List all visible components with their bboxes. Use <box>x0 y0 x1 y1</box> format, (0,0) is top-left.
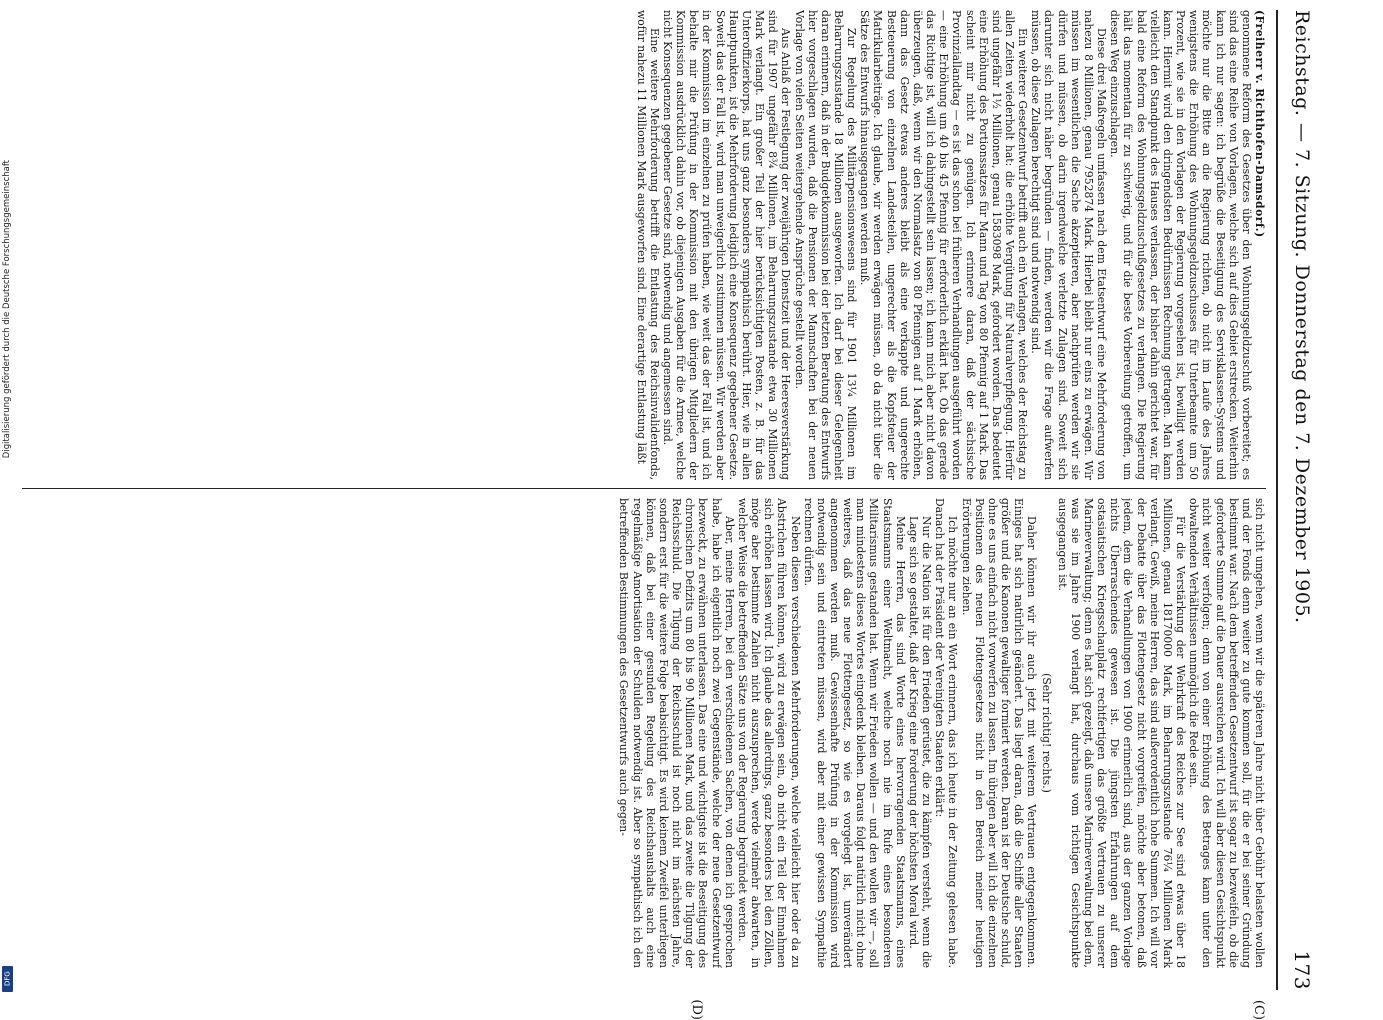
page-number: 173 <box>1290 950 1314 990</box>
paragraph: Ich möchte nur an ein Wort erinnern, das ich heute in der Zeitung gelesen habe. Danach hat der Präsident der Vereinigten Staaten erklärt: <box>933 498 960 968</box>
column-divider <box>22 488 1266 489</box>
paragraph <box>1253 10 1266 480</box>
paragraph: sich nicht umgehen, wenn wir die späteren Jahre nicht über Gebühr belasten wollen und der Fonds denn weiter zu gute kommen soll, für die er bei seiner Gründung bestimmt war. Nach dem betreffenden Gesetzentwurf ist sogar zu bezweifeln, ob die geforderte Summe auf die Dauer ausreichen wird. Ich will aber diesen Gesichtspunkt nicht weiter verfolgen; denn von einer Erhöhung des Betrages kann unter den obwaltenden Verhältnissen unmöglich die Rede sein. <box>1187 498 1266 968</box>
paragraph: Zur Regelung des Militärpensionswesens sind für 1901 13¼ Millionen im Beharrungszustande 18 Millionen ausgeworfen. Ich darf bei dieser Gelegenheit daran erinnern, daß in der Budgetkommission bei der letzten Beratung des Entwurfs hier vorgeschlagen wurden, daß die Pensionen der Mannschaften bei der neuen Vorlage von vielen Seiten weitergehende Ansprüche gestellt worden. <box>792 10 859 480</box>
scanned-page <box>10 0 1330 1020</box>
paragraph: Aber, meine Herren, bei den verschiedenen Sachen, von denen ich gesprochen habe, habe ich eigentlich noch zwei Gegenstände, welche der neue Gesetzentwurf bezweckt, zu erwähnen unterlassen. Das eine und wichtigste ist die Beseitigung des chronischen Defizits um 80 bis 90 Millionen Mark, und das zweite die Tilgung der Reichsschuld. Die Tilgung der Reichsschuld ist noch nicht im nächsten Jahre, sondern erst für die weitere Folge beabsichtigt. Es wird keinem Zweifel unterliegen können, daß bei einer gesunden Regelung des Reichshaushalts auch eine regelmäßige Amortisation der Schulden notwendig ist. Aber so sympathisch ich den betreffenden Bestimmungen des Gesetzentwurfs auch gegen- <box>617 498 736 968</box>
digitization-credit: Digitalisierung gefördert durch die Deutsche Forschungsgemeinschaft <box>2 160 12 459</box>
header-rule <box>1276 10 1278 990</box>
paragraph: Aus Anlaß der Festlegung der zweijährigen Dienstzeit und der Heeresverstärkung sind für 1907 ungefähr 8¾ Millionen, im Beharrungszustande etwa 30 Millionen Mark verlangt. Ein großer Teil der hier berücksichtigten Posten, z. B. für das Unteroffizierkorps, hat uns ganz besonders sympathisch berührt. Hier, wie in allen Hauptpunkten, ist die Mehrforderung lediglich eine Konsequenz gegebener Gesetze. Soweit das der Fall ist, wird man unweigerlich zustimmen müssen. Wir werden aber in der Kommission im einzelnen zu prüfen haben, wie weit das der Fall ist, und ich behalte mir die Prüfung in der Kommission mit den übrigen Mitgliedern der Kommission ausdrücklich dahin vor, ob diejenigen Ausgaben für die Armee, welche nicht Konsequenzen gegebener Gesetze sind, notwendig und angemessen sind. <box>660 10 793 480</box>
paragraph: genommene Reform des Gesetzes über den Wohnungsgeldzuschuß vorbereitet; es sind das eine Reihe von Vorlagen, welche sich auf dies Gebiet erstrecken. Weiterhin kann ich nur sagen: ich begrüße die Beseitigung des Servisklassen-Systems und möchte nur die Bitte an die Regierung richten, ob nicht im Laufe des Jahres wenigstens die Erhöhung des Wohnungsgeldzuschusses für Unterbeamte um 50 Prozent, wie sie in den Vorlagen der Regierung vorgesehen ist, bewilligt werden kann. Hiermit wird den dringendsten Bedürfnissen Rechnung getragen. Man kann vielleicht den Standpunkt des Hauses verlassen, der bisher dahin gerichtet war, für bald eine Reform des Wohnungsgeldzuschußgesetzes zu verlangen. Die Regierung hält das momentan für zu schwierig, und für die beste Vorbereitung getroffen, um diesen Weg einzuschlagen. <box>1108 10 1253 480</box>
page-title: Reichstag. — 7. Sitzung. Donnerstag den 7. Dezember 1905. <box>1291 10 1313 624</box>
margin-marker-c: (C) <box>1251 999 1266 1020</box>
right-column <box>18 498 1266 968</box>
paragraph: Diese drei Maßregeln umfassen nach dem Etatsentwurf eine Mehrforderung von nahezu 8 Millionen, genau 7952874 Mark. Hierbei bleibt nur eins zu erwägen. Wir müssen im wesentlichen die Sache akzeptieren, aber nachprüfen werden wir sie dürfen und müssen, ob darin irgendwelche verletzte Zulagen sind. Soweit sich darunter sich nicht näher begründen — finden, werden wir die Frage aufwerfen müssen, ob diese Zulagen berechtigt sind und notwendig sind. <box>1029 10 1109 480</box>
paragraph: Meine Herren, das sind Worte eines hervorragenden Staatsmanns, eines Staatsmanns einer Weltmacht, welche noch nie im Rufe eines besonderen Militarismus gestanden hat. Wenn wir Frieden wollen — und den wollen wir —, soll man mindestens dieses Wortes eingedenk bleiben. Daraus folgt natürlich nicht ohne weiteres, daß das neue Flottengesetz, so wie es vorgelegt ist, unverändert angenommen werden muß. Gewissenhafte Prüfung in der Kommission wird notwendig sein und eintreten müssen, wird aber mit einer gewissen Sympathie rechnen dürfen. <box>801 498 907 968</box>
page-header <box>1282 10 1322 990</box>
paragraph: Neben diesen verschiedenen Mehrforderungen, welche vielleicht hier oder da zu Abstrichen führen können, wird zu erwägen sein, ob nicht ein Teil der Einnahmen sich erhöhen lassen wird. Ich glaube das allerdings, ganz besonders bei den Zöllen, möge aber bestimmte Zahlen nicht auszusprechen, werde vielmehr abwarten, in welcher Weise die betreffenden Sätze uns von der Regierung begründet werden. <box>735 498 802 968</box>
quotation: Nur die Nation ist für den Frieden gerüstet, die zu kämpfen versteht, wenn die Lage sich so gestaltet, daß der Krieg eine Forderung der höchsten Moral wird. <box>906 516 934 968</box>
paragraph: Für die Verstärkung der Wehrkraft des Reiches zur See sind etwas über 18 Millionen, genau 18170000 Mark, im Beharrungszustande 76¼ Millionen Mark verlangt. Gewiß, meine Herren, das sind außerordentlich hohe Summen. Ich will vor der Debatte über das Flottengesetz nicht vorgreifen, möchte aber betonen, daß jedem, dem die Verhandlungen von 1900 erinnerlich sind, aus der ganzen Vorlage nichts Überraschendes gewesen ist. Die jüngsten Erfahrungen auf dem ostasiatischen Kriegsschauplatz rechtfertigen das größte Vertrauen zu unserer Marineverwaltung; denn es hat sich gezeigt, daß unsere Marineverwaltung bei dem, was sie im Jahre 1900 verlangt hat, durchaus vom richtigen Gesichtspunkte ausgegangen ist. <box>1055 498 1188 968</box>
speaker-name: (Freiherr v. Richthofen-Damsdorf.) <box>1253 10 1266 238</box>
applause-note: (Sehr richtig! rechts.) <box>1040 673 1054 793</box>
left-column <box>18 10 1266 480</box>
paragraph: Ein weiterer Gesetzentwurf betrifft auch ein Verlangen, welches der Reichstag zu allen Zeiten wiederholt hat: die erhöhte Vergütung für Naturalverpflegung. Hierfür sind ungefähr 1½ Millionen, genau 1583098 Mark, gefordert worden. Das bedeutet eine Erhöhung des Portionssatzes für Mann und Tag von 80 Pfennig auf 1 Mark. Das scheint mir nicht zu genügen. Ich erinnere daran, daß der sächsische Provinziallandtag — es ist das schon bei früheren Verhandlungen ausgeführt worden — eine Erhöhung um 40 bis 45 Pfennig für erforderlich erklärt hat. Ob das gerade das Richtige ist, will ich dahingestellt sein lassen; ich kann mich aber nicht davon überzeugen, daß, wenn wir den Normalsatz von 80 Pfennigen auf 1 Mark erhöhen, dann das Gesetz etwas anderes bleibt als eine verkappte und ungerechte Besteuerung von einzelnen Landesteilen, ungerechter als die Kopfsteuer der Matrikularbeiträge. Ich glaube, wir werden erwägen müssen, ob da nicht über die Sätze des Entwurfs hinausgegangen werden muß. <box>858 10 1030 480</box>
dfg-logo: DFG <box>2 966 13 992</box>
paragraph: Eine weitere Mehrforderung betrifft die Entlastung des Reichsinvalidenfonds, wofür nahezu 11 Millionen Mark ausgeworfen sind. Eine derartige Entlastung läßt <box>634 10 661 480</box>
paragraph: Daher können wir ihr auch jetzt mit weiterem Vertrauen entgegenkommen. Einiges hat sich natürlich geändert. Das liegt daran, daß die Schiffe aller Staaten größer und die Kanonen gewaltiger formiert werden. Daran ist der Deutsche schuld, ohne es uns einfach nicht vorwerfen zu lassen. Im übrigen aber will ich die einzelnen Positionen des neuen Flottengesetzes nicht in den Bereich meiner heutigen Erörterungen ziehen. <box>959 498 1039 968</box>
margin-marker-d: (D) <box>689 999 704 1020</box>
